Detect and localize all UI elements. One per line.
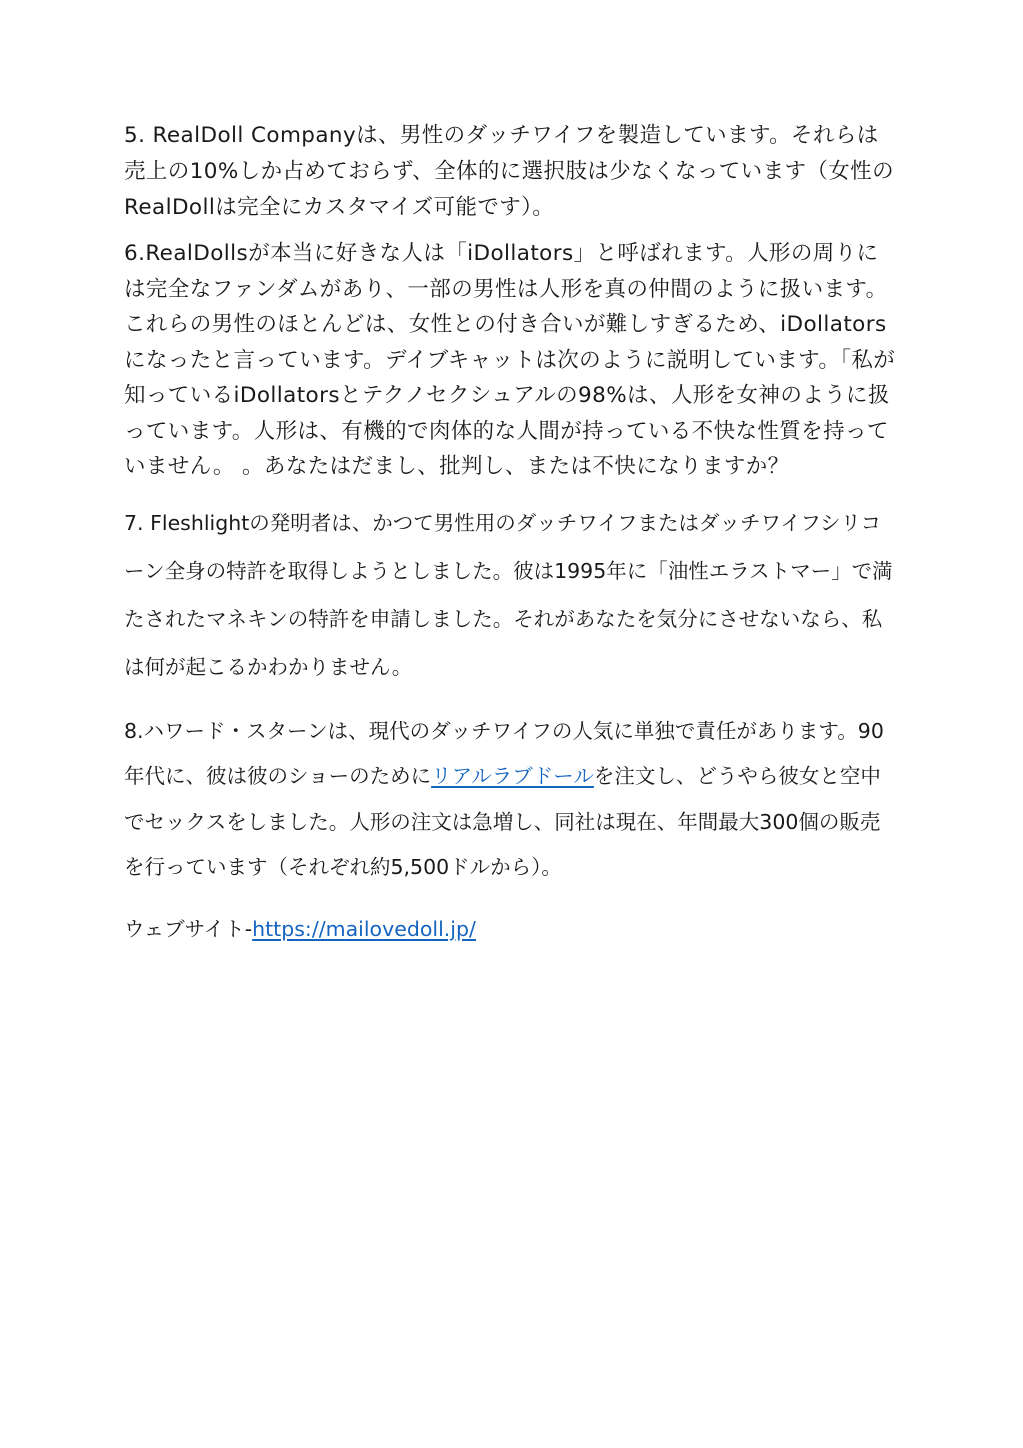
paragraph-7: 7. Fleshlightの発明者は、かつて男性用のダッチワイフまたはダッチワイフシリコーン全身の特許を取得しようとしました。彼は1995年に「油性エラストマー」で満たされたマネキンの特許を申請しました。それがあなたを気分にさせないなら、私は何が起こるかわかりません。 xyxy=(124,510,893,679)
paragraph-8-text-after: を注文し、どうやら彼女と空中でセックスをしました。人形の注文は急増し、同社は現在、年間最大300個の販売を行っています（それぞれ約5,500ドルから）。 xyxy=(124,764,881,879)
website-label: ウェブサイト- xyxy=(124,916,253,941)
real-love-doll-link[interactable]: リアルラブドール xyxy=(431,764,594,788)
paragraph-6: 6.RealDollsが本当に好きな人は「iDollators」と呼ばれます。人形の周りには完全なファンダムがあり、一部の男性は人形を真の仲間のように扱います。これらの男性のほとんどは、女性との付き合いが難しすぎるため、iDollatorsになったと言っています。デイブキャットは次のように説明しています。「私が知っているiDollatorsとテクノセクシュアルの98%は、人形を女神のように扱っています。人形は、有機的で肉体的な人間が持っている不快な性質を持っていません。 。あなたはだまし、批判し、または不快になりますか？ xyxy=(124,241,896,479)
paragraph-8-text-before: 8.ハワード・スターンは、現代のダッチワイフの人気に単独で責任があります。90年代に、彼は彼のショーのために xyxy=(124,718,884,788)
website-line xyxy=(124,911,900,947)
paragraph-5: 5. RealDoll Companyは、男性のダッチワイフを製造しています。それらは売上の10%しか占めておらず、全体的に選択肢は少なくなっています（女性のRealDollは完全にカスタマイズ可能です）。 xyxy=(124,123,894,220)
paragraph-8 xyxy=(124,709,900,891)
website-url-link[interactable]: https://mailovedoll.jp/ xyxy=(252,916,476,941)
document-page xyxy=(124,118,900,947)
